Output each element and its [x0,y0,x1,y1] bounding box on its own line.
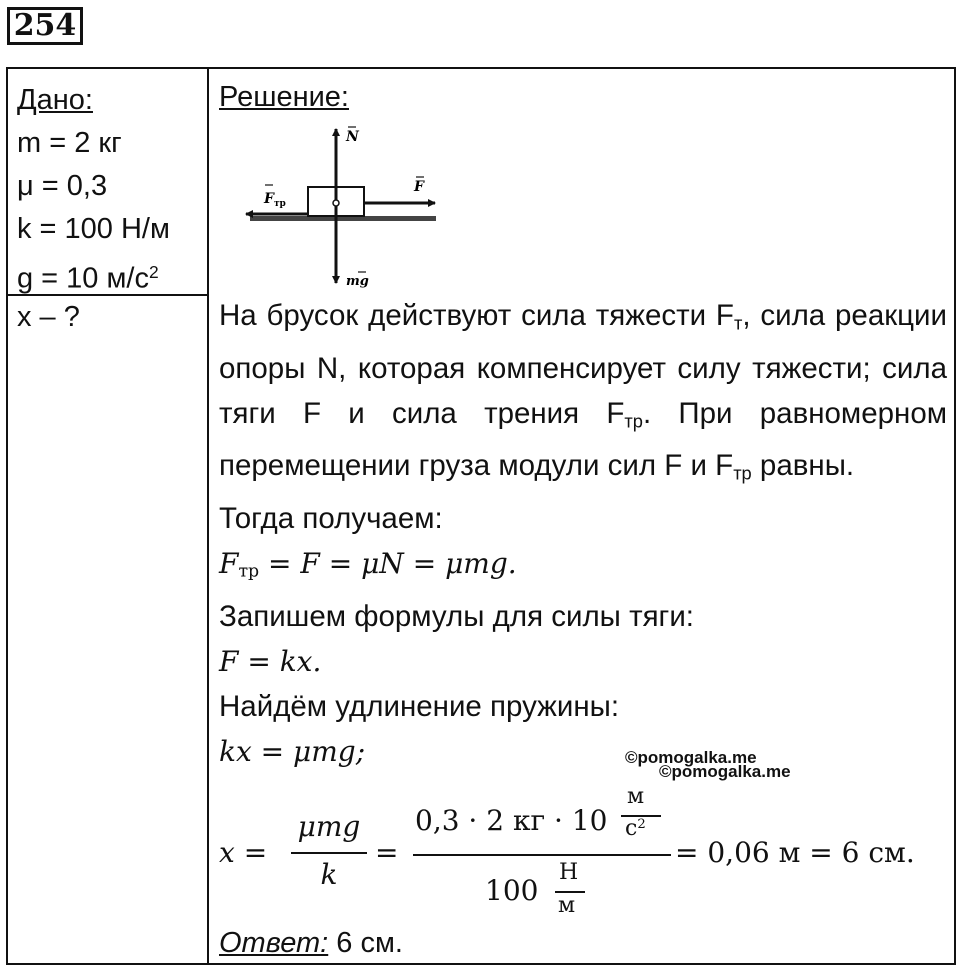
frac1-bar [291,852,367,854]
fraction-numeric [413,784,671,924]
unit-s2 [625,816,646,841]
frac2-numerator: 0,3 · 2 кг · 10 [415,804,608,837]
column-divider [207,69,209,963]
formula-kx-equals-mumg: kx = μmg; [219,735,366,769]
sub-tr-2: тр [733,462,752,484]
frac1-numerator: μmg [297,810,361,843]
formula-hooke: F = kx. [219,645,322,679]
gravity-value: g = 10 м/с [17,262,149,295]
application-point [333,200,339,206]
unit-m-per-s2 [619,786,667,850]
line-find: Найдём удлинение пружины: [219,690,620,724]
formula1-rhs: = F = μN = μmg. [259,546,517,580]
sub-tr-1: тр [624,410,643,432]
para-part-4: равны. [751,449,855,483]
label-mg: mg [346,274,369,289]
frac2-bar [413,854,671,856]
para-part-1: На брусок действуют сила тяжести F [219,299,734,332]
unit-s-exp: 2 [637,816,646,832]
fraction-mumg-over-k [291,802,367,898]
problem-number: 254 [7,7,83,45]
answer [219,927,403,960]
watermark-1: ©pomogalka.me [625,748,757,767]
unit-N: Н [559,860,579,885]
given-friction-coef: μ = 0,3 [17,170,108,202]
label-N: N [346,129,359,145]
answer-label: Ответ: [219,927,329,959]
unit-m-den: м [558,893,576,918]
line-write: Запишем формулы для силы тяги: [219,600,694,634]
line-then: Тогда получаем: [219,501,443,535]
label-F: F [414,179,424,195]
explanation-paragraph [219,293,947,496]
unit-m: м [627,784,645,809]
equals-sign: = [375,836,399,869]
solution-table [6,67,956,965]
answer-value: 6 см. [328,927,403,959]
force-diagram [238,121,443,293]
label-Ftr-sub: тр [273,199,286,209]
frac1-denominator: k [320,858,338,891]
given-block [17,79,202,301]
solution-text [219,293,947,774]
result: = 0,06 м = 6 см. [675,836,915,869]
given-stiffness: k = 100 Н/м [17,213,170,245]
gravity-exponent: 2 [149,262,159,282]
formula-friction-equals-traction [219,541,947,594]
solution-header: Решение: [219,81,349,113]
para-part-3: . При равномерном перемещении груза модули сил F и F [219,396,948,483]
formula1-lhs: F [219,546,239,580]
unit-N-per-m [553,860,587,924]
unit-s: с [625,816,638,841]
label-Ftr [263,191,286,209]
frac2-denominator: 100 [485,874,539,907]
x-equals: x = [219,836,268,869]
formula1-sub: тр [238,561,260,582]
given-gravity [17,251,202,301]
given-mass: m = 2 кг [17,127,122,159]
sub-t: т [733,312,743,334]
unknown-quantity: x – ? [17,301,80,333]
given-header: Дано: [17,84,93,116]
label-Ftr-base: F [264,191,274,207]
watermark-2: ©pomogalka.me [659,762,791,781]
final-equation [219,784,947,924]
para-part-2: , сила реакции опоры N, которая компенсирует силу тяжести; сила тяги F и сила трения F [219,299,947,430]
